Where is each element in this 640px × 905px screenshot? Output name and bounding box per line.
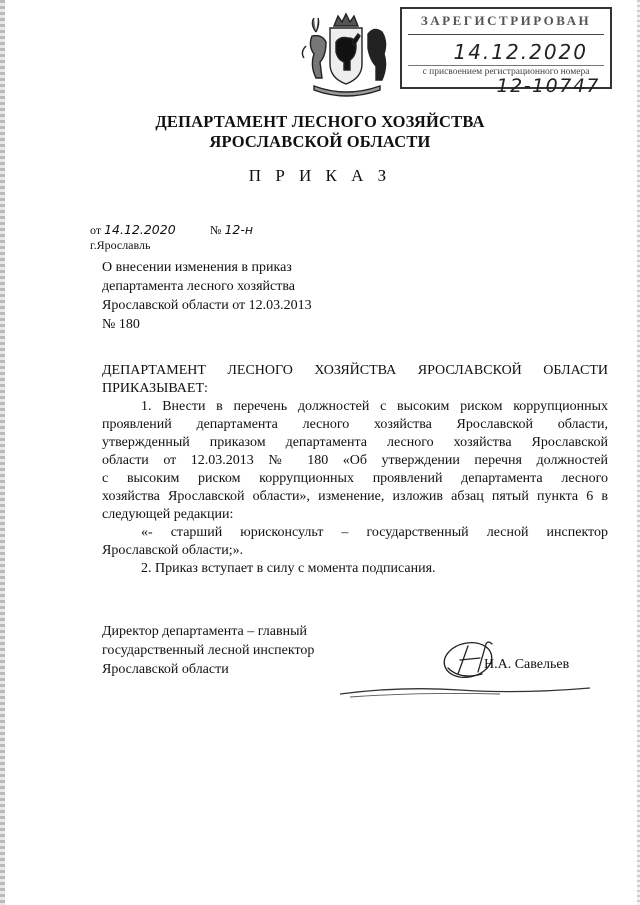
subject-line: № 180 [102,317,140,332]
stamp-divider [408,34,604,35]
body-line: следующей редакции: [102,507,234,522]
order-body [102,362,608,578]
stamp-number: 12-10747 [496,75,600,97]
number-value: 12-н [224,222,254,237]
coat-of-arms-icon [296,12,396,98]
body-line: 1. Внести в перечень должностей с высоким риском коррупционных [141,399,608,414]
date-field [90,222,176,238]
number-field [210,222,253,238]
signer-name: Н.А. Савельев [484,657,570,672]
signer-title-line: Директор департамента – главный [102,624,307,639]
date-value: 14.12.2020 [104,222,176,237]
body-line: ПРИКАЗЫВАЕТ: [102,381,208,396]
subject-line: О внесении изменения в приказ [102,260,292,275]
body-line: утвержденный приказом департамента лесного хозяйства Ярославской [102,435,608,450]
date-prefix: от [90,223,102,237]
department-name-line1: ДЕПАРТАМЕНТ ЛЕСНОГО ХОЗЯЙСТВА [155,112,485,131]
stamp-date: 14.12.2020 [453,40,588,64]
body-line: ДЕПАРТАМЕНТ ЛЕСНОГО ХОЗЯЙСТВА ЯРОСЛАВСКОЙ ОБЛАСТИ [102,363,608,378]
signer-title-line: государственный лесной инспектор [102,643,315,658]
registration-stamp [400,7,612,97]
signer-block [102,622,402,679]
order-subject [102,258,402,334]
body-line: «- старший юрисконсульт – государственный лесной инспектор [141,525,608,540]
body-line: 2. Приказ вступает в силу с момента подписания. [141,561,436,576]
city: г.Ярославль [90,238,151,252]
number-prefix: № [210,223,222,237]
subject-line: департамента лесного хозяйства [102,279,295,294]
signer-title-line: Ярославской области [102,662,229,677]
body-line: области от 12.03.2013 № 180 «Об утверждении перечня должностей [102,453,608,468]
body-line: проявлений департамента лесного хозяйства Ярославской области, [102,417,608,432]
department-name-line2: ЯРОСЛАВСКОЙ ОБЛАСТИ [209,132,431,151]
signature-flourish-icon [340,684,590,700]
body-line: Ярославской области;». [102,543,244,558]
document-type: П Р И К А З [248,166,392,185]
body-line: с высоким риском коррупционных проявлений департамента лесного [102,471,608,486]
stamp-caption: с присвоением регистрационного номера [408,65,604,77]
body-line: хозяйства Ярославской области», изменение, изложив абзац пятый пункта 6 в [102,489,608,504]
stamp-title: ЗАРЕГИСТРИРОВАН [420,13,592,28]
subject-line: Ярославской области от 12.03.2013 [102,298,312,313]
